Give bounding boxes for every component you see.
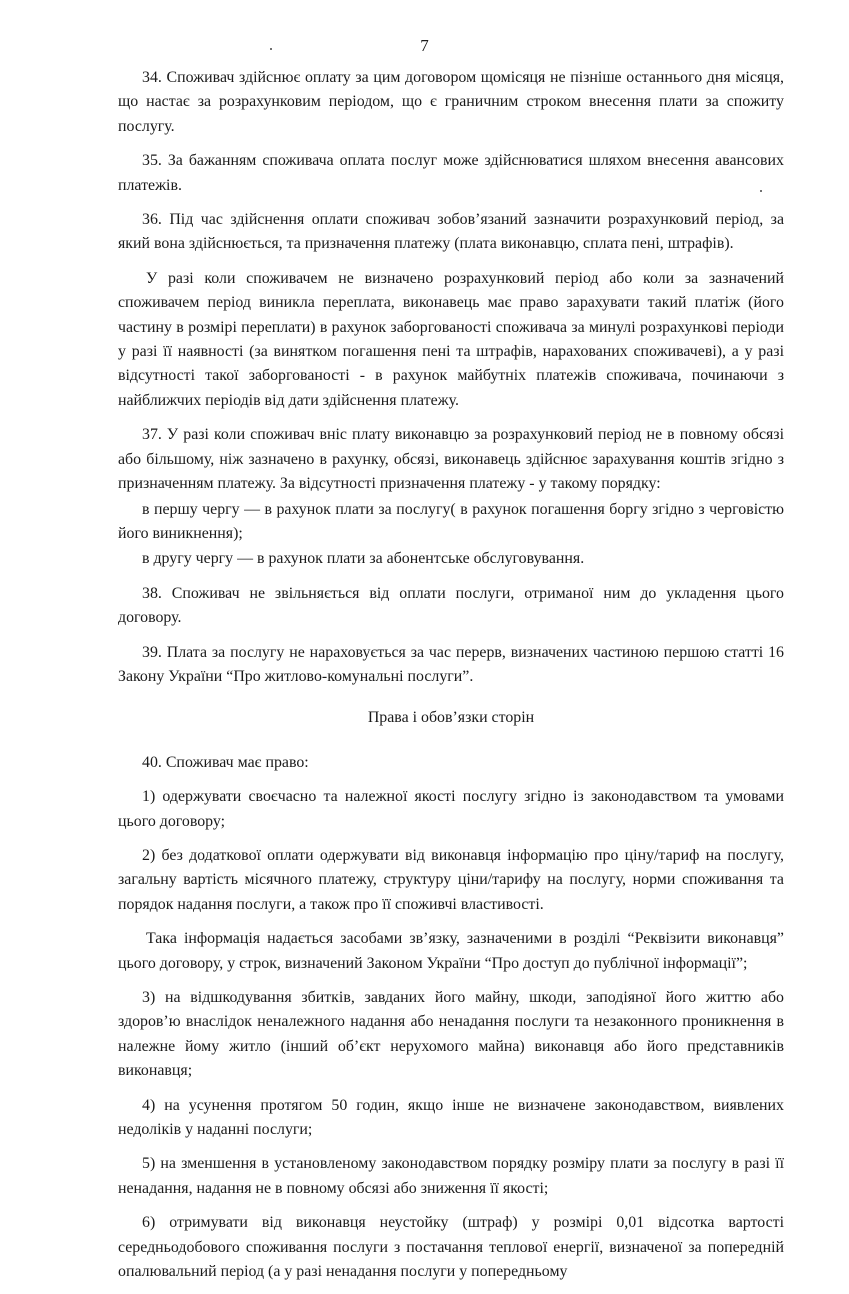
right-item-6: 6) отримувати від виконавця неустойку (штраф) у розмірі 0,01 відсотка вартості середньодобового споживання послуги з постачання теплової енергії, визначеної за попередній опалювальний період (а у разі ненадання послуги у попередньому (118, 1214, 784, 1281)
section-heading: Права і обов’язки сторін (367, 709, 535, 727)
paragraph-34: 34. Споживач здійснює оплату за цим договором щомісяця не пізніше останнього дня місяця, що настає за розрахунковим періодом, що є граничним строком внесення плати за спожиту послугу. (118, 69, 784, 135)
scan-speck (760, 190, 762, 192)
paragraph-39: 39. Плата за послугу не нараховується за час перерв, визначених частиною першою статті 16 Закону України “Про житлово-комунальні послуги”. (118, 643, 784, 685)
right-item-2-info: Така інформація надається засобами зв’язку, зазначеними в розділі “Реквізити виконавця” цього договору, у строк, визначений Законом України “Про доступ до публічної інформації”; (118, 930, 784, 972)
right-item-5: 5) на зменшення в установленому законодавством порядку розміру плати за послугу в разі її ненадання, надання не в повному обсязі або зниження її якості; (118, 1155, 784, 1197)
right-item-3: 3) на відшкодування збитків, завданих його майну, шкоди, заподіяної його життю або здоров’ю внаслідок неналежного надання або ненадання послуги та незаконного проникнення в належне йому житло (інший об’єкт нерухомого майна) виконавця або його представників виконавця; (118, 989, 784, 1080)
paragraph-36: 36. Під час здійснення оплати споживач зобов’язаний зазначити розрахунковий період, за який вона здійснюється, та призначення платежу (плата виконавцю, сплата пені, штрафів). (118, 211, 784, 253)
paragraph-36-continued: У разі коли споживачем не визначено розрахунковий період або коли за зазначений споживачем період виникла переплата, виконавець має право зарахувати такий платіж (його частину в розмірі переплати) в рахунок заборгованості споживача за минулі розрахункові періоди у разі її наявності (за винятком погашення пені та штрафів, нарахованих споживачеві), а у разі відсутності такої заборгованості - в рахунок майбутніх платежів споживача, починаючи з найближчих періодів від дати здійснення платежу. (118, 269, 784, 409)
document-body (118, 66, 784, 1294)
paragraph-38: 38. Споживач не звільняється від оплати послуги, отриманої ним до укладення цього договору. (118, 584, 784, 627)
paragraph-37-second-priority: в другу чергу — в рахунок плати за абонентське обслуговування. (142, 550, 585, 568)
right-item-4: 4) на усунення протягом 50 годин, якщо інше не визначене законодавством, виявлених недоліків у наданні послуги; (118, 1096, 784, 1139)
paragraph-37-first-priority: в першу чергу — в рахунок плати за послугу( в рахунок погашення боргу згідно з черговістю його виникнення); (118, 500, 784, 542)
paragraph-35: 35. За бажанням споживача оплата послуг може здійснюватися шляхом внесення авансових платежів. (118, 152, 784, 194)
page-number: 7 (420, 36, 429, 55)
paragraph-40: 40. Споживач має право: (142, 753, 309, 771)
right-item-1: 1) одержувати своєчасно та належної якості послугу згідно із законодавством та умовами цього договору; (118, 788, 784, 830)
right-item-2: 2) без додаткової оплати одержувати від виконавця інформацію про ціну/тариф на послугу, загальну вартість місячного платежу, структуру ціни/тарифу на послугу, норми споживання та порядок надання послуги, а також про її споживчі властивості. (118, 846, 784, 913)
scan-speck (270, 48, 272, 50)
paragraph-37: 37. У разі коли споживач вніс плату виконавцю за розрахунковий період не в повному обсязі або більшому, ніж зазначено в рахунку, обсязі, виконавець здійснює зарахування коштів згідно з призначенням платежу. За відсутності призначення платежу - у такому порядку: (118, 426, 784, 493)
